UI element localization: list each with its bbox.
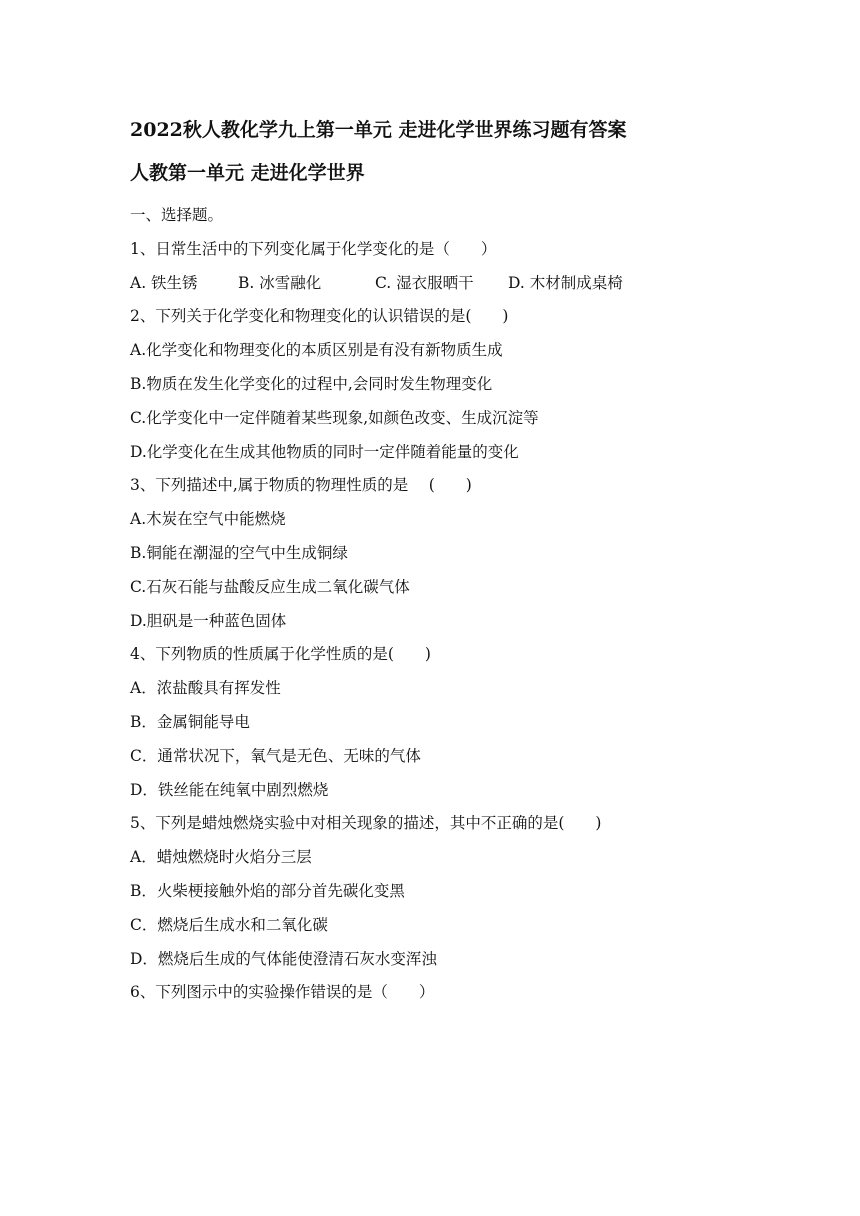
question-3-option-a: A.木炭在空气中能燃烧 — [130, 510, 286, 529]
question-2-option-b: B.物质在发生化学变化的过程中,会同时发生物理变化 — [130, 374, 493, 393]
question-4-option-a: A．浓盐酸具有挥发性 — [130, 679, 281, 698]
question-6-stem: 6、下列图示中的实验操作错误的是（ ） — [130, 983, 435, 1002]
question-2-option-a: A.化学变化和物理变化的本质区别是有没有新物质生成 — [130, 341, 503, 360]
question-1-stem: 1、日常生活中的下列变化属于化学变化的是（ ） — [130, 239, 497, 258]
question-4-option-c: C．通常状况下，氧气是无色、无味的气体 — [130, 746, 421, 765]
question-4-option-b: B．金属铜能导电 — [130, 712, 250, 731]
document-subtitle: 人教第一单元 走进化学世界 — [130, 162, 365, 184]
question-3-stem: 3、下列描述中,属于物质的物理性质的是 ( ) — [130, 476, 472, 495]
question-5-stem: 5、下列是蜡烛燃烧实验中对相关现象的描述，其中不正确的是( ) — [130, 814, 602, 833]
question-4-stem: 4、下列物质的性质属于化学性质的是( ) — [130, 645, 431, 664]
question-1-option-a: A. 铁生锈 — [130, 273, 198, 292]
question-2-option-d: D.化学变化在生成其他物质的同时一定伴随着能量的变化 — [130, 442, 519, 461]
question-1-option-c: C. 湿衣服晒干 — [375, 273, 474, 292]
question-3-option-c: C.石灰石能与盐酸反应生成二氧化碳气体 — [130, 577, 410, 596]
section-heading: 一、选择题。 — [130, 206, 224, 224]
question-2-stem: 2、下列关于化学变化和物理变化的认识错误的是( ) — [130, 307, 509, 326]
question-5-option-c: C．燃烧后生成水和二氧化碳 — [130, 915, 328, 934]
question-3-option-d: D.胆矾是一种蓝色固体 — [130, 611, 287, 630]
question-5-option-d: D．燃烧后生成的气体能使澄清石灰水变浑浊 — [130, 949, 437, 968]
document-body — [130, 199, 790, 1010]
question-2-option-c: C.化学变化中一定伴随着某些现象,如颜色改变、生成沉淀等 — [130, 408, 539, 427]
question-1-options — [130, 267, 790, 301]
question-1-option-b: B. 冰雪融化 — [238, 273, 322, 292]
document-title: 2022秋人教化学九上第一单元 走进化学世界练习题有答案 — [130, 119, 627, 141]
question-1-option-d: D. 木材制成桌椅 — [508, 273, 623, 292]
question-4-option-d: D．铁丝能在纯氧中剧烈燃烧 — [130, 780, 329, 799]
question-5-option-a: A．蜡烛燃烧时火焰分三层 — [130, 848, 312, 867]
question-3-option-b: B.铜能在潮湿的空气中生成铜绿 — [130, 543, 348, 562]
question-5-option-b: B．火柴梗接触外焰的部分首先碳化变黑 — [130, 881, 405, 900]
